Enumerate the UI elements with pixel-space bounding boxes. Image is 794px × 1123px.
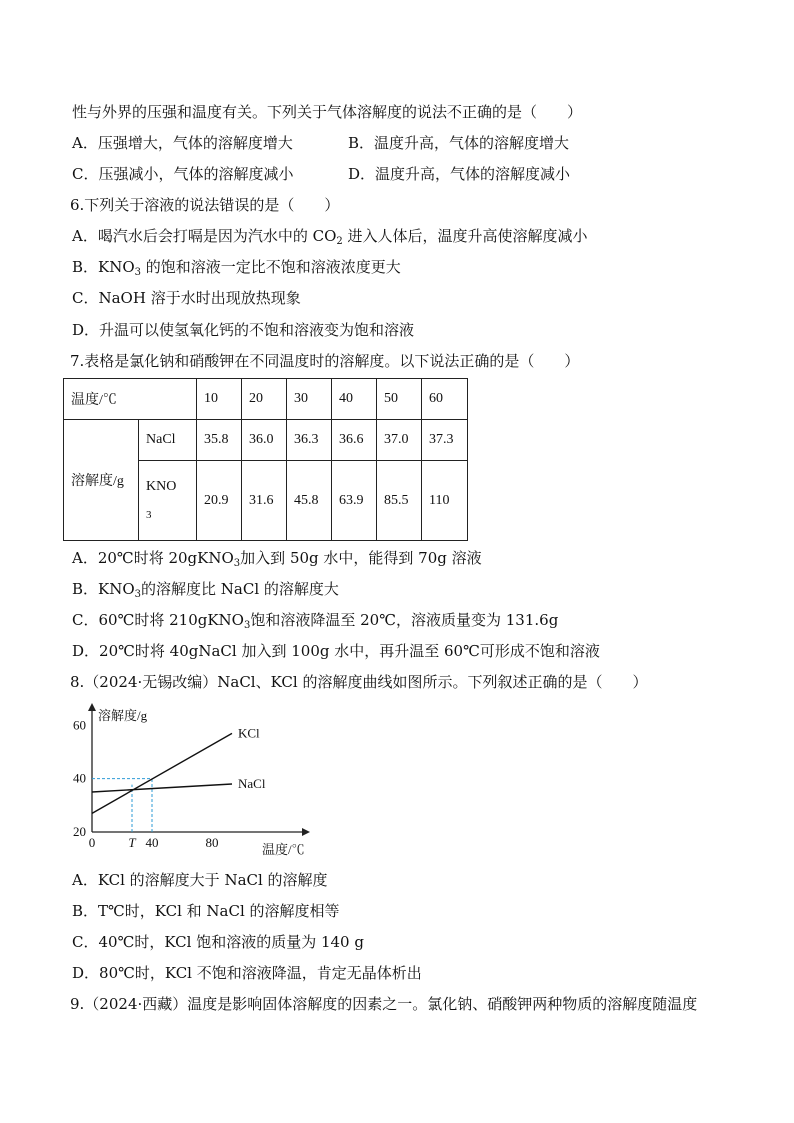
table-cell: 36.0 xyxy=(242,420,287,461)
table-cell: 37.0 xyxy=(377,420,422,461)
table-cell: 36.3 xyxy=(287,420,332,461)
q6-option-c[interactable]: C．NaOH 溶于水时出现放热现象 xyxy=(72,289,301,307)
q7-stem: 7.表格是氯化钠和硝酸钾在不同温度时的溶解度。以下说法正确的是（ ） xyxy=(70,352,580,370)
q7-option-b[interactable]: B．$KNO_3$的溶解度比 NaCl 的溶解度大 xyxy=(72,580,339,600)
solubility-table xyxy=(63,378,468,541)
temp-header-cell: 温度/℃ xyxy=(64,379,197,420)
table-cell: 31.6 xyxy=(242,461,287,541)
table-cell: 10 xyxy=(197,379,242,420)
table-cell: 85.5 xyxy=(377,461,422,541)
q5-options-row-1 xyxy=(72,133,570,153)
y-tick-label: 40 xyxy=(73,770,86,786)
q8-option-b[interactable]: B．T℃时，KCl 和 NaCl 的溶解度相等 xyxy=(72,902,340,920)
series-label-nacl: NaCl xyxy=(238,776,266,791)
q6-option-a[interactable]: A．喝汽水后会打嗝是因为汽水中的 $CO_2$ 进入人体后，温度升高使溶解度减小 xyxy=(72,227,588,247)
q5-stem-tail: 性与外界的压强和温度有关。下列关于气体溶解度的说法不正确的是（ ） xyxy=(72,103,583,121)
q8-option-d[interactable]: D．80℃时，KCl 不饱和溶液降温，肯定无晶体析出 xyxy=(72,964,422,982)
table-cell: 20 xyxy=(242,379,287,420)
x-tick-label: 40 xyxy=(145,835,159,850)
x-tick-label: 0 xyxy=(88,835,96,850)
q7-option-d[interactable]: D．20℃时将 40gNaCl 加入到 100g 水中，再升温至 60℃可形成不饱和溶液 xyxy=(72,642,600,660)
y-axis-arrow xyxy=(88,703,96,711)
table-cell: 40 xyxy=(332,379,377,420)
y-tick-label: 20 xyxy=(73,824,86,839)
kno3-label-cell: KNO 3 xyxy=(139,461,197,541)
q7-option-a[interactable]: A．20℃时将 20gKNO$_3$加入到 50g 水中，能得到 70g 溶液 xyxy=(72,549,482,569)
solubility-curve-chart xyxy=(62,702,322,860)
q6-stem: 6.下列关于溶液的说法错误的是（ ） xyxy=(70,196,340,214)
q6-option-b[interactable]: B．$KNO_3$ 的饱和溶液一定比不饱和溶液浓度更大 xyxy=(72,258,401,278)
solubility-header-cell: 溶解度/g xyxy=(64,420,139,541)
table-cell: 20.9 xyxy=(197,461,242,541)
x-tick-label: T xyxy=(128,835,136,850)
q8-stem: 8.（2024·无锡改编）NaCl、KCl 的溶解度曲线如图所示。下列叙述正确的是（ ） xyxy=(70,673,648,691)
table-cell: 50 xyxy=(377,379,422,420)
table-cell: 37.3 xyxy=(422,420,468,461)
series-line-nacl xyxy=(92,784,232,792)
x-axis-label: 温度/℃ xyxy=(262,842,305,857)
table-cell: 110 xyxy=(422,461,468,541)
q5-option-a[interactable]: A．压强增大，气体的溶解度增大 xyxy=(72,134,293,152)
table-row-nacl xyxy=(64,420,468,461)
q8-option-a[interactable]: A．KCl 的溶解度大于 NaCl 的溶解度 xyxy=(72,871,328,889)
x-tick-label: 80 xyxy=(205,835,219,850)
q5-option-c[interactable]: C．压强减小，气体的溶解度减小 xyxy=(72,165,294,183)
q8-option-c[interactable]: C．40℃时，KCl 饱和溶液的质量为 140 g xyxy=(72,933,364,951)
q5-option-d[interactable]: D．温度升高，气体的溶解度减小 xyxy=(348,165,571,183)
table-cell: 30 xyxy=(287,379,332,420)
q7-option-c[interactable]: C．60℃时将 210gKNO$_3$饱和溶液降温至 20℃，溶液质量变为 131.6g xyxy=(72,611,559,631)
table-cell: 45.8 xyxy=(287,461,332,541)
nacl-label-cell: NaCl xyxy=(139,420,197,461)
x-axis-arrow xyxy=(302,828,310,836)
q9-stem: 9.（2024·西藏）温度是影响固体溶解度的因素之一。氯化钠、硝酸钾两种物质的溶解度随温度 xyxy=(70,995,698,1013)
series-line-kcl xyxy=(92,733,232,813)
y-tick-label: 60 xyxy=(73,717,86,733)
table-cell: 36.6 xyxy=(332,420,377,461)
table-cell: 60 xyxy=(422,379,468,420)
series-label-kcl: KCl xyxy=(238,725,260,741)
q5-option-b[interactable]: B．温度升高，气体的溶解度增大 xyxy=(348,134,570,152)
table-cell: 35.8 xyxy=(197,420,242,461)
table-cell: 63.9 xyxy=(332,461,377,541)
q6-option-d[interactable]: D．升温可以使氢氧化钙的不饱和溶液变为饱和溶液 xyxy=(72,321,415,339)
y-axis-label: 溶解度/g xyxy=(98,708,148,723)
table-row-temperature xyxy=(64,379,468,420)
q5-options-row-2 xyxy=(72,164,571,184)
